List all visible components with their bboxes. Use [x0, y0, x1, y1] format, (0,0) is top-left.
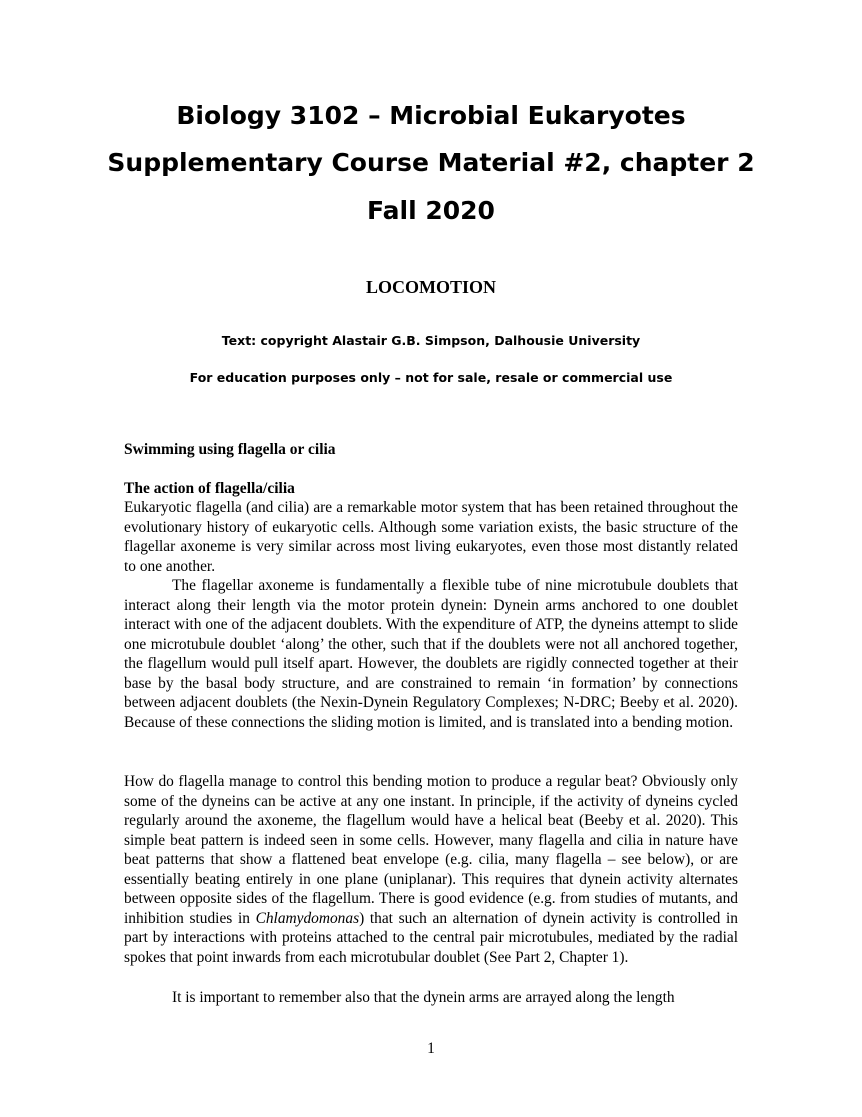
paragraph-3-text-a: How do flagella manage to control this bending motion to produce a regular beat? Obviously only some of the dyneins can be active at any one instant. In principle, if the activity of dyneins cycled regularly around the axoneme, the flagellum would have a helical beat (Beeby et al. 2020). This simple beat pattern is indeed seen in some cells. However, many flagella and cilia in nature have beat patterns that show a flattened beat envelope (e.g. cilia, many flagella – see below), or are essentially beating entirely in one plane (uniplanar). This requires that dynein activity alternates between opposite sides of the flagellum. There is good evidence (e.g. from studies of mutants, and inhibition studies in [124, 773, 738, 927]
species-name-italic: Chlamydomonas [255, 909, 360, 927]
paragraph-2: The flagellar axoneme is fundamentally a flexible tube of nine microtubule doublets that interact along their length via the motor protein dynein: Dynein arms anchored to one doublet interact with one of the adjacent doublets. With the expenditure of ATP, the dyneins attempt to slide one microtubule doublet ‘along’ the other, such that if the doublets were not all anchored together, the flagellum would pull itself apart. However, the doublets are rigidly connected together at their base by the basal body structure, and are constrained to remain ‘in formation’ by connections between adjacent doublets (the Nexin-Dynein Regulatory Complexes; N-DRC; Beeby et al. 2020). Because of these connections the sliding motion is limited, and is translated into a bending motion. [124, 577, 738, 731]
course-subtitle: Supplementary Course Material #2, chapter 2 [107, 148, 755, 177]
copyright-notice: Text: copyright Alastair G.B. Simpson, Dalhousie University [221, 333, 641, 348]
subheading-action: The action of flagella/cilia [124, 480, 295, 497]
page-number: 1 [427, 1040, 435, 1057]
section-title: LOCOMOTION [365, 277, 496, 297]
paragraph-4: It is important to remember also that the dynein arms are arrayed along the length [172, 989, 675, 1006]
paragraph-3 [124, 772, 738, 967]
subheading-swimming: Swimming using flagella or cilia [124, 441, 336, 458]
paragraph-3-text-b: ) that such an alternation of dynein activity is controlled in part by interactions with proteins attached to the central pair microtubules, mediated by the radial spokes that point inwards from each microtubular doublet (See Part 2, Chapter 1). [124, 909, 738, 966]
course-term: Fall 2020 [367, 196, 495, 225]
usage-notice: For education purposes only – not for sale, resale or commercial use [189, 370, 673, 385]
course-title: Biology 3102 – Microbial Eukaryotes [176, 101, 686, 130]
paragraph-1: Eukaryotic flagella (and cilia) are a remarkable motor system that has been retained throughout the evolutionary history of eukaryotic cells. Although some variation exists, the basic structure of the flagellar axoneme is very similar across most living eukaryotes, even those most distantly related to one another. [124, 499, 738, 575]
